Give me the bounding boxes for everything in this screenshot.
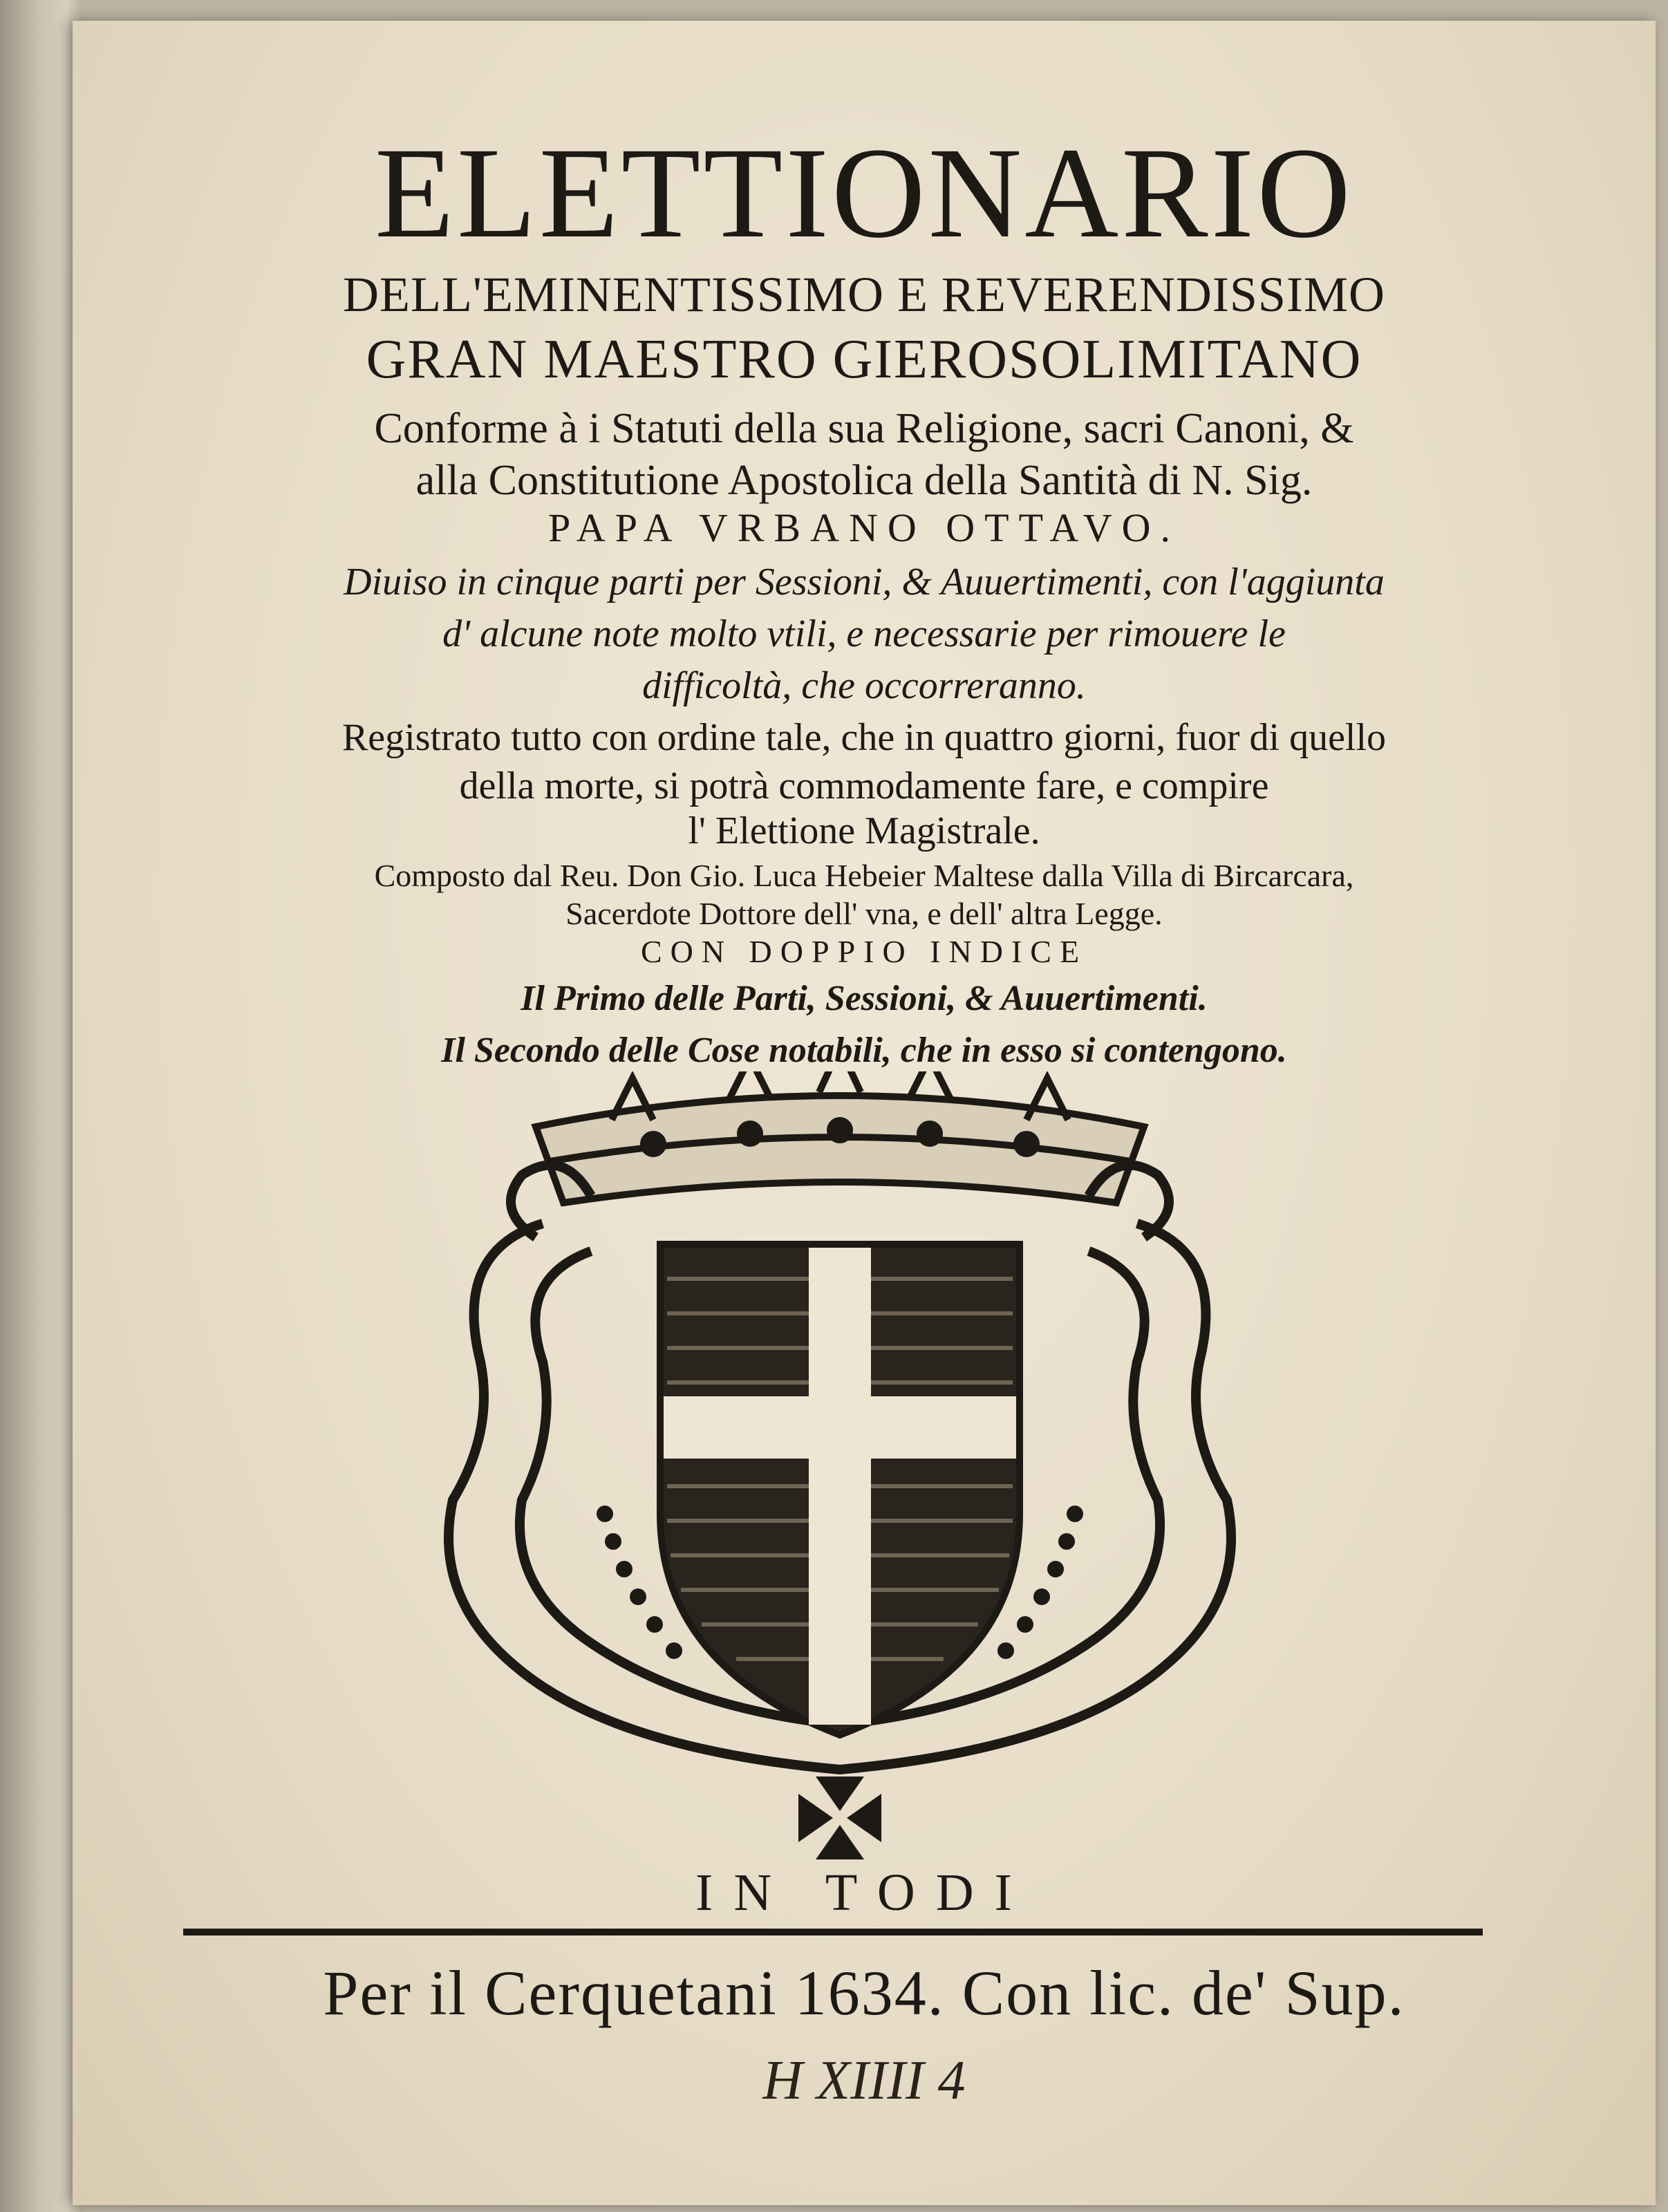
subtitle-line-1: DELL'EMINENTISSIMO E REVERENDISSIMO [343,267,1385,322]
title-page [73,21,1656,2205]
maltese-cross-icon [798,1777,881,1859]
divider-rule [183,1929,1483,1936]
text-line: della morte, si potrà commodamente fare, e compire [459,765,1269,807]
text-line: d' alcune note molto vtili, e necessarie per rimouere le [442,612,1286,655]
imprint-city: IN TODI [695,1864,1033,1922]
imprint-line: Per il Cerquetani 1634. Con lic. de' Sup. [323,1958,1405,2028]
text-line: Registrato tutto con ordine tale, che in quattro giorni, fuor di quello [341,716,1387,759]
text-line: alla Constitutione Apostolica della Santità di N. Sig. [415,457,1313,504]
index-line: Il Primo delle Parti, Sessioni, & Auuertimenti. [521,979,1208,1018]
shield-icon [660,1244,1020,1735]
index-line: Il Secondo delle Cose notabili, che in esso si contengono. [441,1031,1287,1070]
author-line: Sacerdote Dottore dell' vna, e dell' altra Legge. [565,896,1163,931]
subtitle-line-2: GRAN MAESTRO GIEROSOLIMITANO [366,329,1362,390]
crown-icon [536,1071,1144,1203]
crowned-shield-with-cross-emblem [432,1071,1248,1873]
author-line: Composto dal Reu. Don Gio. Luca Hebeier Maltese dalla Villa di Bircarcara, [374,858,1354,893]
book-binding-edge [0,0,83,2212]
handwritten-shelfmark: H XIIII 4 [762,2050,966,2111]
index-heading: CON DOPPIO INDICE [640,934,1088,969]
text-line: difficoltà, che occorreranno. [642,664,1086,707]
text-line: Diuiso in cinque parti per Sessioni, & Auuertimenti, con l'aggiunta [344,561,1385,603]
text-line: Conforme à i Statuti della sua Religione, sacri Canoni, & [374,405,1354,452]
text-line: PAPA VRBANO OTTAVO. [547,505,1181,550]
book-title: ELETTIONARIO [375,120,1353,265]
text-line: l' Elettione Magistrale. [688,809,1040,852]
